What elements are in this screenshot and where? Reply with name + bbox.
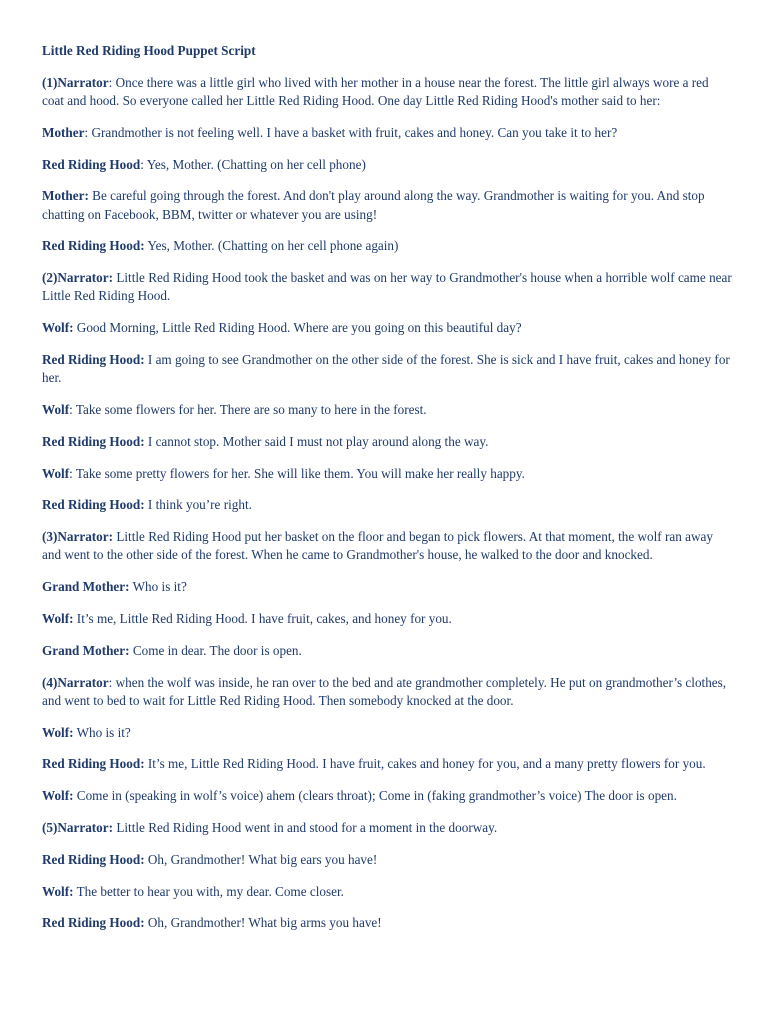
dialogue-text: Who is it? [132,579,187,595]
dialogue-text: Good Morning, Little Red Riding Hood. Where are you going on this beautiful day? [76,320,522,336]
script-line [42,528,732,564]
speaker-name: Red Riding Hood: [42,851,145,867]
speaker-name: Red Riding Hood: [42,351,145,367]
dialogue-text: I think you’re right. [147,497,252,513]
dialogue-text: Oh, Grandmother! What big arms you have! [147,915,382,931]
dialogue-text: Oh, Grandmother! What big ears you have! [147,851,378,867]
script-line [42,156,732,174]
script-line [42,610,732,628]
script-lines [42,74,732,933]
speaker-name: Red Riding Hood: [42,433,145,449]
speaker-separator: : [84,124,92,140]
speaker-name: (4)Narrator [42,674,109,690]
speaker-name: Mother: [42,188,89,204]
script-line [42,819,732,837]
script-line [42,883,732,901]
script-line [42,465,732,483]
dialogue-text: when the wolf was inside, he ran over to the bed and ate grandmother completely. He put on grandmother’s clothes, and went to bed to wait for Little Red Riding Hood. Then somebody knocked at the door. [42,674,727,708]
script-line [42,755,732,773]
speaker-name: Grand Mother: [42,642,130,658]
script-line [42,914,732,932]
script-line [42,187,732,223]
dialogue-text: Be careful going through the forest. And don't play around along the way. Grandmother is waiting for you. And stop chatting on Facebook, BBM, twitter or whatever you are using! [42,188,705,222]
dialogue-text: It’s me, Little Red Riding Hood. I have fruit, cakes, and honey for you. [76,610,452,626]
dialogue-text: Little Red Riding Hood took the basket and was on her way to Grandmother's house when a horrible wolf came near Little Red Riding Hood. [42,270,732,304]
script-line [42,237,732,255]
script-line [42,787,732,805]
speaker-name: Red Riding Hood: [42,915,145,931]
speaker-name: Wolf [42,465,70,481]
speaker-name: (1)Narrator [42,74,109,90]
dialogue-text: Come in (speaking in wolf’s voice) ahem (clears throat); Come in (faking grandmother’s voice) The door is open. [76,788,677,804]
dialogue-text: Who is it? [76,724,131,740]
script-line [42,351,732,387]
script-line [42,401,732,419]
dialogue-text: Grandmother is not feeling well. I have a basket with fruit, cakes and honey. Can you take it to her? [91,124,618,140]
script-line [42,724,732,742]
speaker-name: Wolf: [42,610,74,626]
dialogue-text: Take some pretty flowers for her. She will like them. You will make her really happy. [75,465,525,481]
speaker-name: Wolf: [42,883,74,899]
dialogue-text: Little Red Riding Hood put her basket on the floor and began to pick flowers. At that moment, the wolf ran away and went to the other side of the forest. When he came to Grandmother's house, he walked to the door and knocked. [42,529,713,563]
dialogue-text: It’s me, Little Red Riding Hood. I have fruit, cakes and honey for you, and a many pretty flowers for you. [147,756,706,772]
speaker-name: Mother [42,124,85,140]
script-line [42,269,732,305]
script-line [42,642,732,660]
script-line [42,124,732,142]
script-line [42,578,732,596]
dialogue-text: I am going to see Grandmother on the other side of the forest. She is sick and I have fruit, cakes and honey for her. [42,351,730,386]
script-line [42,851,732,869]
speaker-name: (2)Narrator: [42,270,114,286]
speaker-name: Red Riding Hood [42,156,141,172]
speaker-name: Wolf [42,401,70,417]
script-line [42,433,732,451]
dialogue-text: Come in dear. The door is open. [132,642,302,658]
script-line [42,74,732,110]
speaker-name: Red Riding Hood: [42,756,145,772]
speaker-separator: : [69,401,76,417]
dialogue-text: The better to hear you with, my dear. Come closer. [76,883,344,899]
document-title: Little Red Riding Hood Puppet Script [42,43,256,58]
dialogue-text: Yes, Mother. (Chatting on her cell phone again) [147,238,399,254]
script-line [42,674,732,710]
speaker-name: Red Riding Hood: [42,238,145,254]
dialogue-text: Take some flowers for her. There are so many to here in the forest. [75,401,427,417]
speaker-separator: : [69,465,76,481]
script-line [42,319,732,337]
speaker-separator: : [140,156,147,172]
dialogue-text: Once there was a little girl who lived with her mother in a house near the forest. The little girl always wore a red coat and hood. So everyone called her Little Red Riding Hood. One day Little Red Riding Hood's mother said to her: [42,74,709,108]
speaker-name: (5)Narrator: [42,819,114,835]
script-page [42,42,732,946]
speaker-separator: : [108,74,116,90]
dialogue-text: I cannot stop. Mother said I must not play around along the way. [147,433,489,449]
speaker-name: Grand Mother: [42,579,130,595]
dialogue-text: Little Red Riding Hood went in and stood for a moment in the doorway. [116,819,498,835]
speaker-name: Wolf: [42,724,74,740]
speaker-name: Wolf: [42,320,74,336]
speaker-separator: : [108,674,116,690]
script-line [42,496,732,514]
speaker-name: Red Riding Hood: [42,497,145,513]
dialogue-text: Yes, Mother. (Chatting on her cell phone) [146,156,366,172]
speaker-name: Wolf: [42,788,74,804]
speaker-name: (3)Narrator: [42,529,114,545]
